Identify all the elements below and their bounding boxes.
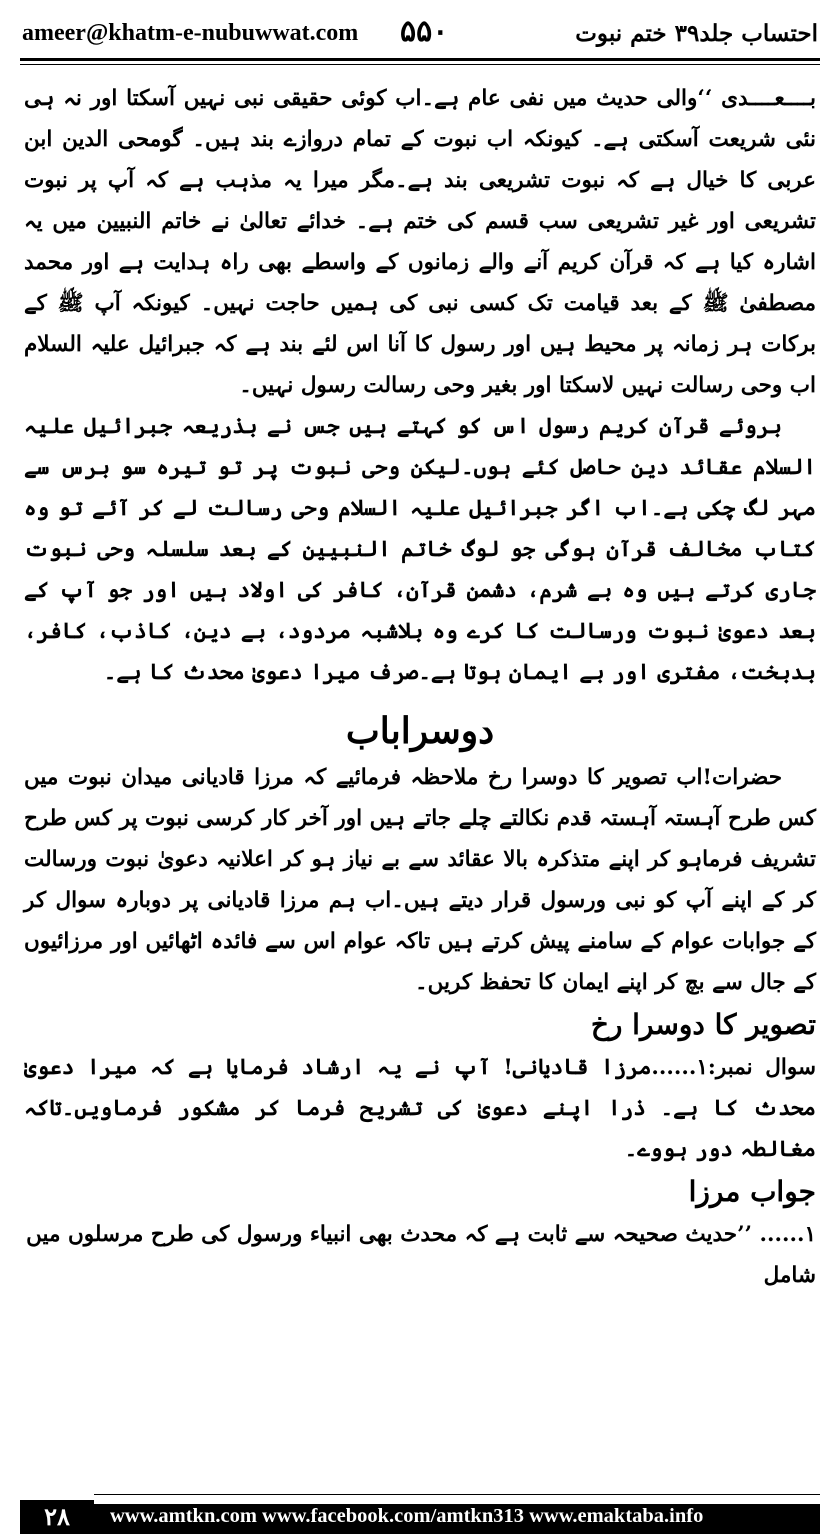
header-rule-thin [20,64,820,65]
footer-page-number: ۲۸ [20,1500,94,1534]
question-paragraph: سوال نمبر:۱......مرزا قادیانی! آپ نے یہ ارشاد فرمایا ہے کہ میرا دعویٰ محدث کا ہے۔ ذرا اپنے دعویٰ کی تشریح فرما کر مشکور فرماویں۔تاکہ مغالطہ دور ہووے۔ [24,1055,816,1162]
header-page-number: ۵۵۰ [400,14,449,49]
paragraph-1: بــــعــــدی ‘‘والی حدیث میں نفی عام ہے۔اب کوئی حقیقی نبی نہیں آسکتا اور نہ ہی نئی شریعت آسکتی ہے۔ کیونکہ اب نبوت کے تمام دروازے بند ہیں۔ گومحی الدین ابن عربی کا خیال ہے کہ نبوت تشریعی بند ہے۔مگر میرا یہ مذہب ہے کہ آپ پر نبوت تشریعی اور غیر تشریعی سب قسم کی ختم ہے۔ خدائے تعالیٰ نے خاتم النبیین میں یہ اشارہ کیا ہے کہ قرآن کریم آنے والے زمانوں کے واسطے بھی راہ ہدایت ہے اور محمد مصطفیٰ ﷺ کے بعد قیامت تک کسی نبی کی ہمیں حاجت نہیں۔ کیونکہ آپ ﷺ کے برکات ہر زمانہ پر محیط ہیں اور رسول کا آنا اس لئے بند ہے کہ جبرائیل علیہ السلام اب وحی رسالت نہیں لاسکتا اور بغیر وحی رسالت رسول نہیں۔ [24,86,816,398]
footer-urls: www.amtkn.com www.facebook.com/amtkn313 www.emaktaba.info [110,1505,704,1527]
answer-heading: جواب مرزا [688,1175,816,1208]
header-email: ameer@khatm-e-nubuwwat.com [22,20,359,46]
footer-rule [94,1494,820,1495]
page-content [24,78,816,1296]
header-rule-thick [20,58,820,61]
page-footer [20,1500,820,1534]
answer-line: ۱...... ’’حدیث صحیحہ سے ثابت ہے کہ محدث بھی انبیاء ورسول کی طرح مرسلوں میں شامل [26,1222,816,1288]
header-book-title: احتساب جلد۳۹ ختم نبوت [575,20,818,47]
chapter-heading: دوسراباب [345,710,495,752]
paragraph-2: بروئے قرآن کریم رسول اس کو کہتے ہیں جس نے بذریعہ جبرائیل علیہ السلام عقائد دین حاصل کئے ہوں۔لیکن وحی نبوت پر تو تیرہ سو برس سے مہر لگ چکی ہے۔اب اگر جبرائیل علیہ السلام وحی رسالت لے کر آئے تو وہ کتاب مخالف قرآن ہوگی جو لوگ خاتم النبیین کے بعد سلسلہ وحی نبوت جاری کرتے ہیں وہ بے شرم، دشمن قرآن، کافر کی اولاد ہیں اور جو آپ کے بعد دعویٰ نبوت ورسالت کا کرے وہ بلاشبہ مردود، بے دین، کاذب، کافر، بدبخت، مفتری اور بے ایمان ہوتا ہے۔صرف میرا دعویٰ محدث کا ہے۔ [24,414,816,685]
section-heading: تصویر کا دوسرا رخ [590,1008,816,1041]
page-header [0,0,840,74]
chapter-paragraph: حضرات!اب تصویر کا دوسرا رخ ملاحظہ فرمائیے کہ مرزا قادیانی میدان نبوت میں کس طرح آہستہ آہستہ قدم نکالتے چلے جاتے ہیں اور آخر کار کرسی نبوت پر کس طرح تشریف فرماہو کر اپنے متذکرہ بالا عقائد سے بے نیاز ہو کر اعلانیہ دعویٰ نبوت ورسالت کر کے اپنے آپ کو نبی ورسول قرار دیتے ہیں۔اب ہم مرزا قادیانی پر دوبارہ سوال کر کے جوابات عوام کے سامنے پیش کرتے ہیں تاکہ عوام اس سے فائدہ اٹھائیں اور مرزائیوں کے جال سے بچ کر اپنے ایمان کا تحفظ کریں۔ [24,765,816,995]
